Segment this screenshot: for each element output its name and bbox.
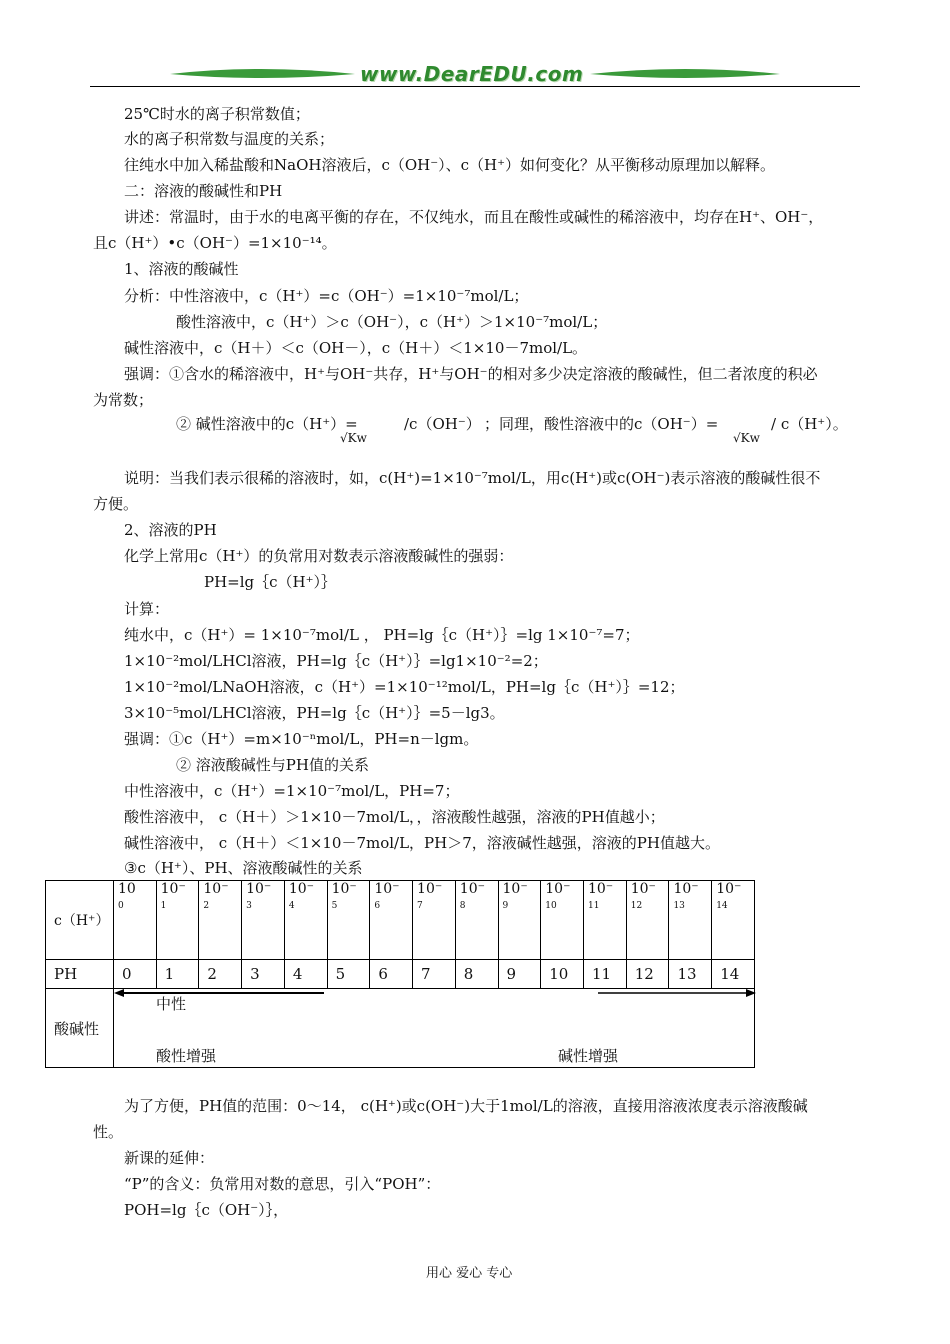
text-line: 碱性溶液中，c（H＋）＜c（OH－），c（H＋）＜1×10－7mol/L。: [124, 339, 588, 357]
text-line: 讲述：常温时，由于水的电离平衡的存在，不仅纯水，而且在酸性或碱性的稀溶液中，均存在H⁺、OH⁻，: [124, 208, 824, 226]
text-line: 且c（H⁺）•c（OH⁻）=1×10⁻¹⁴。: [93, 234, 337, 252]
neutral-label: 中性: [155, 995, 186, 1013]
text-line: 为了方便，PH值的范围：0～14， c(H⁺)或c(OH⁻)大于1mol/L的溶液，直接用溶液浓度表示溶液酸碱: [124, 1097, 808, 1115]
ph-cell: 0: [113, 960, 156, 989]
text-line: “P”的含义：负常用对数的意思，引入“POH”：: [124, 1175, 441, 1193]
ph-cell: 12: [626, 960, 669, 989]
text-line: 酸性溶液中， c（H＋）＞1×10－7mol/L，，溶液酸性越强，溶液的PH值越小；: [124, 808, 665, 826]
ph-cell: 3: [242, 960, 285, 989]
ph-cell: 2: [199, 960, 242, 989]
ph-cell: 6: [370, 960, 413, 989]
conc-cell: 10⁻ 2: [199, 881, 242, 960]
conc-cell: 10⁻ 6: [370, 881, 413, 960]
text-line: 性。: [93, 1123, 124, 1141]
conc-cell: 10⁻ 5: [327, 881, 370, 960]
text-line: POH=lg｛c（OH⁻）｝，: [124, 1201, 289, 1219]
formula-part: /c（OH⁻）: [404, 415, 481, 433]
acid-increase-label: 酸性增强: [155, 1047, 216, 1065]
row-label: 酸碱性: [46, 989, 114, 1068]
text-line: ② 溶液酸碱性与PH值的关系: [176, 756, 369, 774]
conc-cell: 10⁻ 3: [242, 881, 285, 960]
formula-line: PH=lg｛c（H⁺）｝: [204, 573, 337, 591]
ph-table: [45, 880, 755, 1068]
ph-cell: 11: [583, 960, 626, 989]
text-line: 强调：①含水的稀溶液中，H⁺与OH⁻共存，H⁺与OH⁻的相对多少决定溶液的酸碱性，但二者浓度的积必: [124, 365, 818, 383]
text-line: 方便。: [93, 495, 139, 513]
text-line: ③c（H⁺）、PH、溶液酸碱性的关系: [124, 859, 363, 877]
ph-cell: 7: [413, 960, 456, 989]
subsection-heading: 2、溶液的PH: [124, 521, 217, 539]
base-increase-label: 碱性增强: [557, 1047, 618, 1065]
conc-cell: 10⁻ 12: [626, 881, 669, 960]
text-line: 计算：: [124, 600, 170, 618]
table-row-concentration: [46, 881, 755, 960]
formula-part: / c（H⁺）。: [771, 415, 848, 433]
row-label: c（H⁺）: [46, 881, 114, 960]
conc-cell: 10⁻ 4: [284, 881, 327, 960]
text-line: 化学上常用c（H⁺）的负常用对数表示溶液酸碱性的强弱：: [124, 547, 514, 565]
text-line: 往纯水中加入稀盐酸和NaOH溶液后，c（OH⁻）、c（H⁺）如何变化？从平衡移动原理加以解释。: [124, 156, 776, 174]
conc-cell: 10⁻ 7: [413, 881, 456, 960]
conc-cell: 10⁻ 10: [541, 881, 584, 960]
ph-cell: 5: [327, 960, 370, 989]
text-line: 新课的延伸：: [124, 1149, 215, 1167]
formula-part: ② 碱性溶液中的c（H⁺）=: [176, 415, 358, 433]
text-line: 25℃时水的离子积常数值；: [124, 105, 310, 123]
conc-cell: 10⁻ 14: [712, 881, 755, 960]
ph-cell: 9: [498, 960, 541, 989]
section-heading: 二：溶液的酸碱性和PH: [124, 182, 283, 200]
formula-part: ；同理，酸性溶液中的c（OH⁻）=: [484, 415, 719, 433]
text-line: 说明：当我们表示很稀的溶液时，如，c(H⁺)=1×10⁻⁷mol/L，用c(H⁺)或c(OH⁻)表示溶液的酸碱性很不: [124, 469, 821, 487]
text-line: 为常数；: [93, 391, 154, 409]
text-line: 中性溶液中，c（H⁺）=1×10⁻⁷mol/L，PH=7；: [124, 782, 460, 800]
ph-cell: 1: [156, 960, 199, 989]
text-line: 3×10⁻⁵mol/LHCl溶液，PH=lg｛c（H⁺）｝=5－lg3。: [124, 704, 505, 722]
sqrt-kw: √Kw: [340, 431, 367, 445]
sqrt-kw: √Kw: [733, 431, 760, 445]
conc-cell: 10⁻ 13: [669, 881, 712, 960]
header-logo-text: www.DearEDU.com: [360, 62, 584, 86]
text-line: 1×10⁻²mol/LNaOH溶液，c（H⁺）=1×10⁻¹²mol/L，PH=lg｛c（H⁺）｝=12；: [124, 678, 685, 696]
conc-cell: 10⁻ 11: [583, 881, 626, 960]
nature-cell: [113, 989, 754, 1068]
ph-cell: 8: [455, 960, 498, 989]
conc-cell: 10 0: [113, 881, 156, 960]
table-row-nature: [46, 989, 755, 1068]
conc-cell: 10⁻ 1: [156, 881, 199, 960]
table-row-ph: [46, 960, 755, 989]
row-label: PH: [46, 960, 114, 989]
conc-cell: 10⁻ 9: [498, 881, 541, 960]
text-line: 碱性溶液中， c（H＋）＜1×10－7mol/L，PH＞7，溶液碱性越强，溶液的PH值越大。: [124, 834, 720, 852]
subsection-heading: 1、溶液的酸碱性: [124, 260, 239, 278]
text-line: 强调：①c（H⁺）=m×10⁻ⁿmol/L，PH=n－lgm。: [124, 730, 479, 748]
header-divider: [90, 86, 860, 87]
text-line: 酸性溶液中，c（H⁺）＞c（OH⁻），c（H⁺）＞1×10⁻⁷mol/L；: [176, 313, 608, 331]
text-line: 1×10⁻²mol/LHCl溶液，PH=lg｛c（H⁺）｝=lg1×10⁻²=2；: [124, 652, 548, 670]
ph-cell: 4: [284, 960, 327, 989]
conc-cell: 10⁻ 8: [455, 881, 498, 960]
ph-cell: 14: [712, 960, 755, 989]
ph-cell: 13: [669, 960, 712, 989]
text-line: 水的离子积常数与温度的关系；: [124, 130, 335, 148]
text-line: 纯水中，c（H⁺）= 1×10⁻⁷mol/L ， PH=lg｛c（H⁺）｝=lg 1×10⁻⁷=7；: [124, 626, 640, 644]
text-line: 分析：中性溶液中，c（H⁺）=c（OH⁻）=1×10⁻⁷mol/L；: [124, 287, 529, 305]
ph-cell: 10: [541, 960, 584, 989]
page-footer: 用心 爱心 专心: [426, 1266, 513, 1281]
direction-arrows: [114, 989, 756, 1009]
